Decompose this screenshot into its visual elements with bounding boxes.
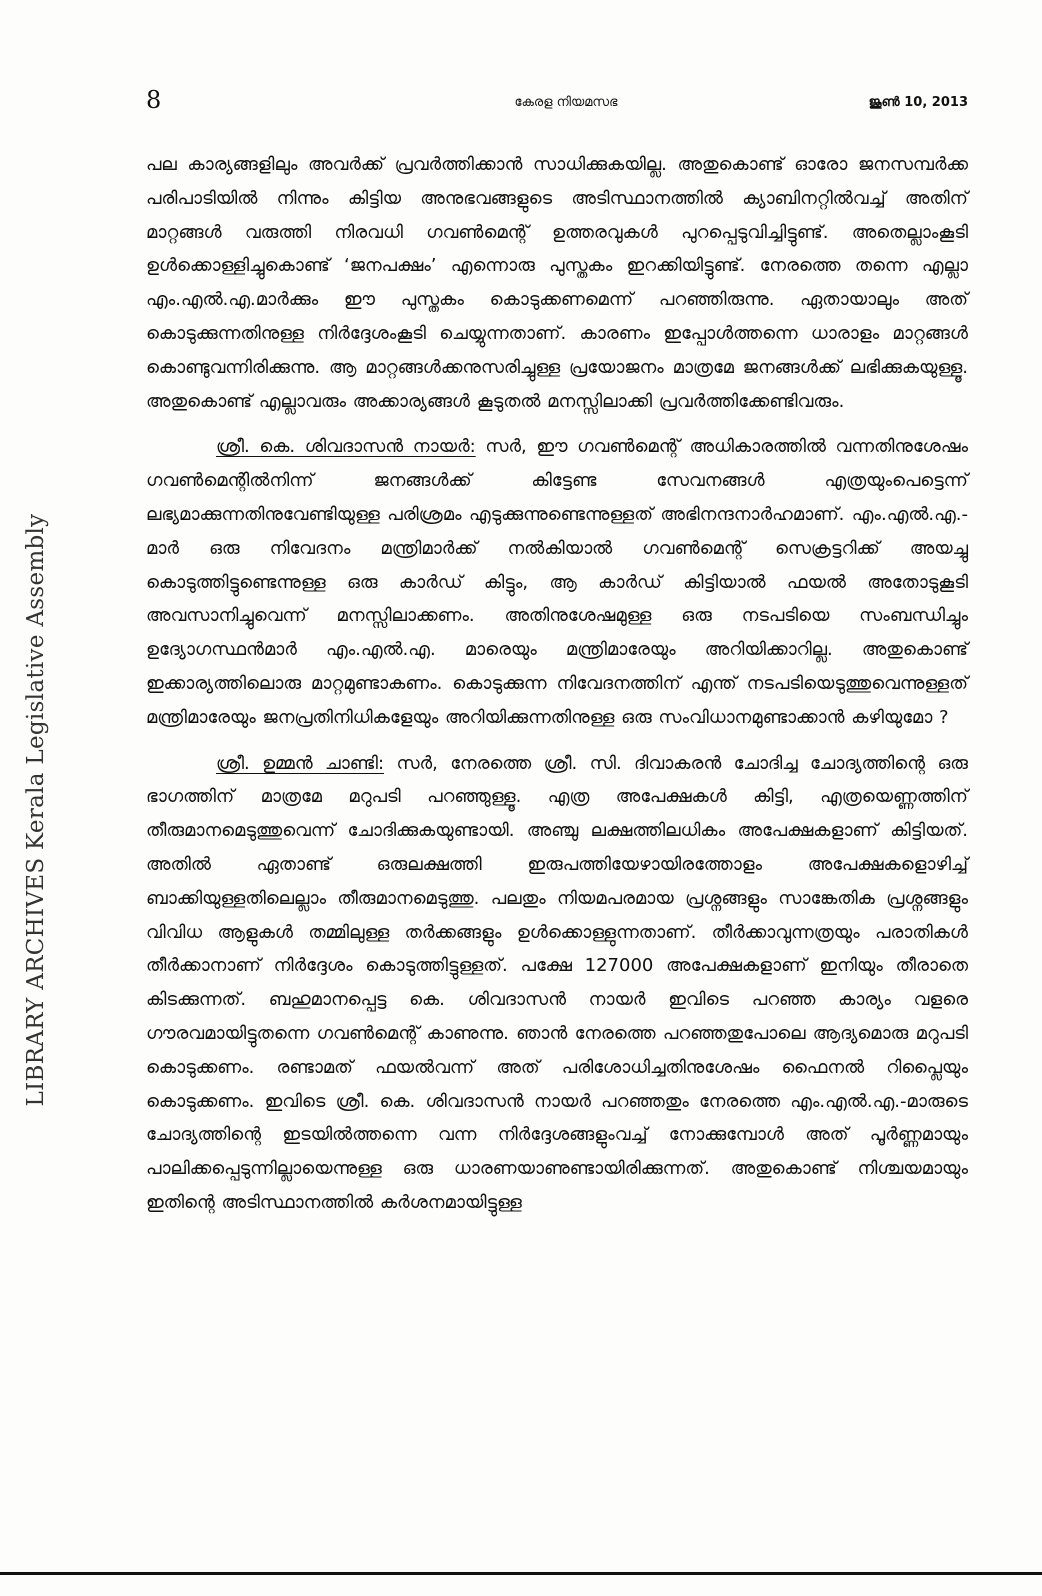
paragraph-text: സർ, നേരത്തെ ശ്രീ. സി. ദിവാകരൻ ചോദിച്ച ചോദ്യത്തിന്റെ ഒരു ഭാഗത്തിന് മാത്രമേ മറുപടി പറഞ്ഞുള്ളൂ. എത്ര അപേക്ഷകൾ കിട്ടി, എത്രയെണ്ണത്തിന് തീരുമാനമെടുത്തുവെന്ന് ചോദിക്കുകയുണ്ടായി. അഞ്ചു ലക്ഷത്തിലധികം അപേക്ഷകളാണ് കിട്ടിയത്. അതിൽ ഏതാണ്ട് ഒരുലക്ഷത്തി ഇരുപത്തിയേഴായിരത്തോളം അപേക്ഷകളൊഴിച്ച് ബാക്കിയുള്ളതിലെല്ലാം തീരുമാനമെടുത്തു. പലതും നിയമപരമായ പ്രശ്നങ്ങളും സാങ്കേതിക പ്രശ്നങ്ങളും വിവിധ ആളുകൾ തമ്മിലുള്ള തർക്കങ്ങളും ഉൾക്കൊള്ളുന്നതാണ്. തീർക്കാവുന്നത്രയും പരാതികൾ തീർക്കാനാണ് നിർദ്ദേശം കൊടുത്തിട്ടുള്ളത്. പക്ഷേ 127000 അപേക്ഷകളാണ് ഇനിയും തീരാതെ കിടക്കുന്നത്. ബഹുമാനപ്പെട്ട കെ. ശിവദാസൻ നായർ ഇവിടെ പറഞ്ഞ കാര്യം വളരെ ഗൗരവമായിട്ടുതന്നെ ഗവൺമെന്റ് കാണുന്നു. ഞാൻ നേരത്തെ പറഞ്ഞതുപോലെ ആദ്യമൊരു മറുപടി കൊടുക്കണം. രണ്ടാമത് ഫയൽവന്ന് അത് പരിശോധിച്ചതിനുശേഷം ഫൈനൽ റിപ്ലൈയും കൊടുക്കണം. ഇവിടെ ശ്രീ. കെ. ശിവദാസൻ നായർ പറഞ്ഞതും നേരത്തെ എം.എൽ.എ.-മാരുടെ ചോദ്യത്തിന്റെ ഇടയിൽത്തന്നെ വന്ന നിർദ്ദേശങ്ങളുംവച്ച് നോക്കുമ്പോൾ അത് പൂർണ്ണമായും പാലിക്കപ്പെടുന്നില്ലായെന്നുള്ള ഒരു ധാരണയാണുണ്ടായിരിക്കുന്നത്. അതുകൊണ്ട് നിശ്ചയമായും ഇതിന്റെ അടിസ്ഥാനത്തിൽ കർശനമായിട്ടുള്ള: [146, 752, 968, 1213]
page-header: [146, 86, 968, 116]
paragraph-speech: [146, 430, 968, 734]
header-date: ജൂൺ 10, 2013: [868, 95, 968, 110]
speaker-name: ശ്രീ. ഉമ്മൻ ചാണ്ടി:: [216, 752, 385, 774]
speaker-name: ശ്രീ. കെ. ശിവദാസൻ നായർ:: [216, 436, 476, 458]
body-text: [146, 148, 968, 1220]
paragraph-continuation: [146, 148, 968, 418]
paragraph-speech: [146, 747, 968, 1220]
page-number: 8: [146, 86, 162, 114]
paragraph-text: സർ, ഈ ഗവൺമെന്റ് അധികാരത്തിൽ വന്നതിനുശേഷം ഗവൺമെന്റിൽനിന്ന് ജനങ്ങൾക്ക് കിട്ടേണ്ട സേവനങ്ങൾ എത്രയുംപെട്ടെന്ന് ലഭ്യമാക്കുന്നതിനുവേണ്ടിയുള്ള പരിശ്രമം എടുക്കുന്നുണ്ടെന്നുള്ളത് അഭിനന്ദനാർഹമാണ്. എം.എൽ.എ.-മാർ ഒരു നിവേദനം മന്ത്രിമാർക്ക് നൽകിയാൽ ഗവൺമെന്റ് സെക്രട്ടറിക്ക് അയച്ചു കൊടുത്തിട്ടുണ്ടെന്നുള്ള ഒരു കാർഡ് കിട്ടും, ആ കാർഡ് കിട്ടിയാൽ ഫയൽ അതോടുകൂടി അവസാനിച്ചുവെന്ന് മനസ്സിലാക്കണം. അതിനുശേഷമുള്ള ഒരു നടപടിയെ സംബന്ധിച്ചും ഉദ്യോഗസ്ഥൻമാർ എം.എൽ.എ. മാരെയും മന്ത്രിമാരേയും അറിയിക്കാറില്ല. അതുകൊണ്ട് ഇക്കാര്യത്തിലൊരു മാറ്റമുണ്ടാകണം. കൊടുക്കുന്ന നിവേദനത്തിന് എന്ത് നടപടിയെടുത്തുവെന്നുള്ളത് മന്ത്രിമാരേയും ജനപ്രതിനിധികളേയും അറിയിക്കുന്നതിനുള്ള ഒരു സംവിധാനമുണ്ടാക്കാൻ കഴിയുമോ ?: [146, 436, 969, 728]
running-title: കേരള നിയമസഭ: [514, 95, 618, 110]
bottom-rule: [0, 1572, 1042, 1575]
paragraph-text: പല കാര്യങ്ങളിലും അവർക്ക് പ്രവർത്തിക്കാൻ സാധിക്കുകയില്ല. അതുകൊണ്ട് ഓരോ ജനസമ്പർക്ക പരിപാടിയിൽ നിന്നും കിട്ടിയ അനുഭവങ്ങളുടെ അടിസ്ഥാനത്തിൽ ക്യാബിനറ്റിൽവച്ച് അതിന് മാറ്റങ്ങൾ വരുത്തി നിരവധി ഗവൺമെന്റ് ഉത്തരവുകൾ പുറപ്പെടുവിച്ചിട്ടുണ്ട്. അതെല്ലാംകൂടി ഉൾക്കൊള്ളിച്ചുകൊണ്ട് ‘ജനപക്ഷം’ എന്നൊരു പുസ്തകം ഇറക്കിയിട്ടുണ്ട്. നേരത്തെ തന്നെ എല്ലാ എം.എൽ.എ.മാർക്കും ഈ പുസ്തകം കൊടുക്കണമെന്ന് പറഞ്ഞിരുന്നു. ഏതായാലും അത് കൊടുക്കുന്നതിനുള്ള നിർദ്ദേശംകൂടി ചെയ്യുന്നതാണ്. കാരണം ഇപ്പോൾത്തന്നെ ധാരാളം മാറ്റങ്ങൾ കൊണ്ടുവന്നിരിക്കുന്നു. ആ മാറ്റങ്ങൾക്കനുസരിച്ചുള്ള പ്രയോജനം മാത്രമേ ജനങ്ങൾക്ക് ലഭിക്കുകയുള്ളൂ. അതുകൊണ്ട് എല്ലാവരും അക്കാര്യങ്ങൾ കൂടുതൽ മനസ്സിലാക്കി പ്രവർത്തിക്കേണ്ടിവരും.: [146, 154, 968, 412]
library-archives-watermark: LIBRARY ARCHIVES Kerala Legislative Assembly: [23, 513, 49, 1107]
